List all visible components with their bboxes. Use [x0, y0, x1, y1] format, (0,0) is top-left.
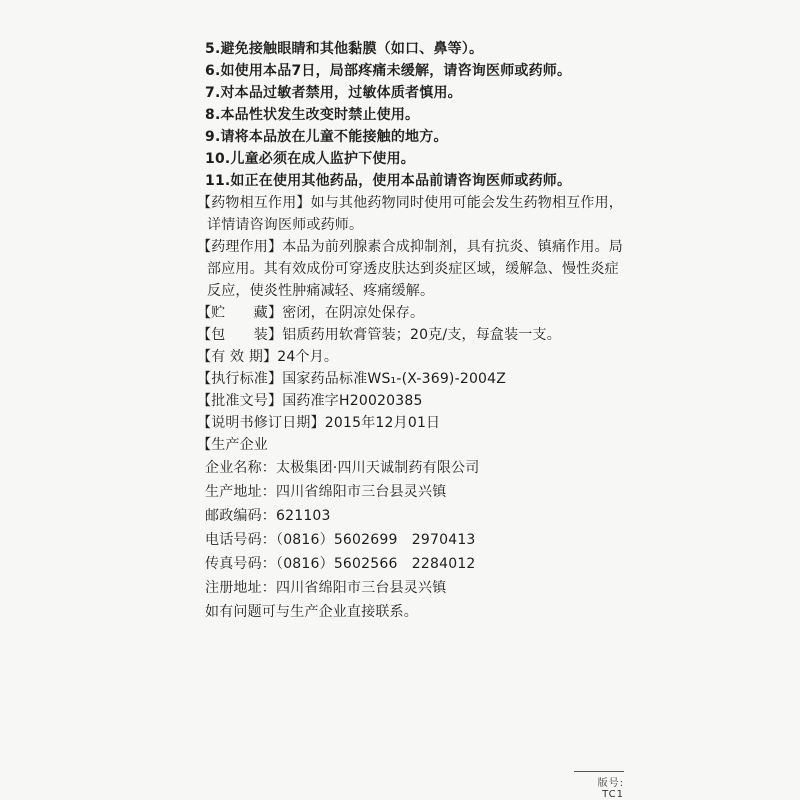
pharmacology-line-2: 部应用。其有效成份可穿透皮肤达到炎症区域，缓解急、慢性炎症 [207, 261, 619, 277]
precaution-5: 5.避免接触眼睛和其他黏膜（如口、鼻等）。 [205, 41, 484, 57]
precaution-10: 10.儿童必须在成人监护下使用。 [205, 151, 415, 167]
interaction-line-1: 【药物相互作用】如与其他药物同时使用可能会发生药物相互作用， [197, 195, 623, 211]
manufacturer-heading: 【生产企业 [197, 437, 268, 453]
manufacturer-registered-address: 注册地址：四川省绵阳市三台县灵兴镇 [205, 580, 447, 596]
pharmacology-line-1: 【药理作用】本品为前列腺素合成抑制剂，具有抗炎、镇痛作用。局 [197, 239, 623, 255]
manufacturer-fax: 传真号码：（0816）5602566 2284012 [205, 556, 476, 572]
storage: 【贮 藏】密闭，在阴凉处保存。 [197, 305, 425, 321]
pharmacology-line-3: 反应，使炎性肿痛减轻、疼痛缓解。 [207, 283, 435, 299]
precaution-8: 8.本品性状发生改变时禁止使用。 [205, 107, 420, 123]
edition-number: 版号: TC1 [574, 771, 624, 800]
revision-date: 【说明书修订日期】2015年12月01日 [197, 415, 441, 431]
manufacturer-phone: 电话号码：（0816）5602699 2970413 [205, 532, 476, 548]
standard: 【执行标准】国家药品标准WS₁-(X-369)-2004Z [197, 371, 507, 387]
precaution-11: 11.如正在使用其他药品，使用本品前请咨询医师或药师。 [205, 173, 572, 189]
manufacturer-name: 企业名称：太极集团·四川天诚制药有限公司 [205, 460, 480, 476]
manufacturer-postcode: 邮政编码：621103 [205, 508, 331, 524]
validity: 【有 效 期】24个月。 [197, 349, 339, 365]
precaution-9: 9.请将本品放在儿童不能接触的地方。 [205, 129, 448, 145]
interaction-line-2: 详情请咨询医师或药师。 [207, 217, 364, 233]
package: 【包 装】铝质药用软膏管装；20克/支，每盒装一支。 [197, 327, 561, 343]
approval-number: 【批准文号】国药准字H20020385 [197, 393, 423, 409]
precaution-6: 6.如使用本品7日，局部疼痛未缓解，请咨询医师或药师。 [205, 63, 572, 79]
manufacturer-contact-note: 如有问题可与生产企业直接联系。 [205, 604, 418, 620]
leaflet-text [197, 38, 637, 624]
manufacturer-address: 生产地址：四川省绵阳市三台县灵兴镇 [205, 484, 447, 500]
bleed-through-text [600, 628, 601, 629]
precaution-7: 7.对本品过敏者禁用，过敏体质者慎用。 [205, 85, 462, 101]
